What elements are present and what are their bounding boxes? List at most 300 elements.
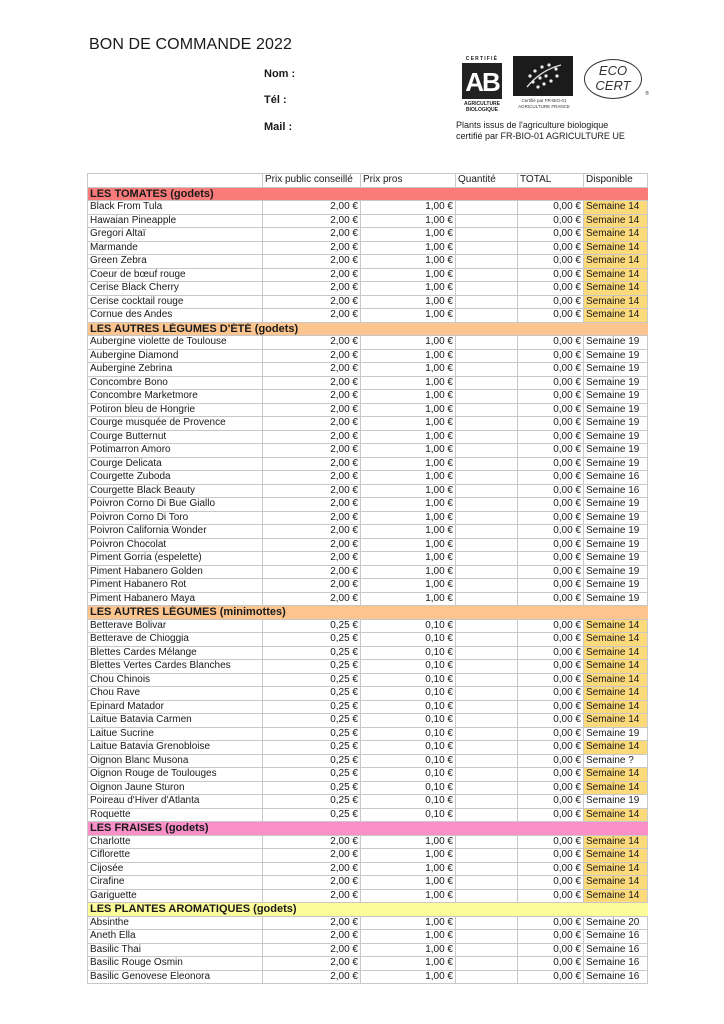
total-cell: 0,00 € [518,511,584,525]
prix-pros-cell: 0,10 € [361,687,456,701]
product-name-cell: Gregori Altaï [88,228,263,242]
quantity-input-cell[interactable] [456,417,518,431]
availability-cell: Semaine 14 [584,633,648,647]
total-cell: 0,00 € [518,943,584,957]
prix-public-cell: 2,00 € [263,538,361,552]
quantity-input-cell[interactable] [456,781,518,795]
prix-public-cell: 2,00 € [263,849,361,863]
total-cell: 0,00 € [518,282,584,296]
table-row [88,363,648,377]
quantity-input-cell[interactable] [456,538,518,552]
table-row [88,390,648,404]
eu-logo-caption-line1: Certifié par FR-BIO-01 [521,98,567,103]
quantity-input-cell[interactable] [456,376,518,390]
table-row [88,268,648,282]
availability-cell: Semaine 14 [584,768,648,782]
prix-public-cell: 2,00 € [263,201,361,215]
availability-cell: Semaine 14 [584,876,648,890]
availability-cell: Semaine 14 [584,282,648,296]
prix-pros-cell: 0,10 € [361,795,456,809]
product-name-cell: Potiron bleu de Hongrie [88,403,263,417]
availability-cell: Semaine 20 [584,916,648,930]
prix-pros-cell: 1,00 € [361,849,456,863]
order-table [87,173,648,984]
prix-pros-cell: 1,00 € [361,592,456,606]
section-title: LES AUTRES LÉGUMES (minimottes) [88,606,648,620]
total-cell: 0,00 € [518,714,584,728]
prix-public-cell: 2,00 € [263,916,361,930]
quantity-input-cell[interactable] [456,592,518,606]
prix-pros-cell: 0,10 € [361,714,456,728]
product-name-cell: Poireau d'Hiver d'Atlanta [88,795,263,809]
product-name-cell: Poivron Chocolat [88,538,263,552]
total-cell: 0,00 € [518,687,584,701]
quantity-input-cell[interactable] [456,228,518,242]
table-row [88,592,648,606]
prix-public-cell: 2,00 € [263,430,361,444]
product-name-cell: Laitue Batavia Carmen [88,714,263,728]
table-row [88,471,648,485]
table-row [88,403,648,417]
quantity-input-cell[interactable] [456,795,518,809]
availability-cell: Semaine 14 [584,201,648,215]
product-name-cell: Courgette Black Beauty [88,484,263,498]
quantity-input-cell[interactable] [456,660,518,674]
total-cell: 0,00 € [518,201,584,215]
availability-cell: Semaine 14 [584,241,648,255]
availability-cell: Semaine 14 [584,214,648,228]
quantity-input-cell[interactable] [456,916,518,930]
table-row [88,700,648,714]
section-title: LES AUTRES LÉGUMES D'ÉTÉ (godets) [88,322,648,336]
quantity-input-cell[interactable] [456,457,518,471]
total-cell: 0,00 € [518,781,584,795]
prix-public-cell: 2,00 € [263,876,361,890]
product-name-cell: Oignon Jaune Sturon [88,781,263,795]
total-cell: 0,00 € [518,876,584,890]
availability-cell: Semaine 19 [584,552,648,566]
quantity-input-cell[interactable] [456,727,518,741]
total-cell: 0,00 € [518,565,584,579]
table-row [88,241,648,255]
nom-label: Nom : [264,68,296,80]
availability-cell: Semaine 19 [584,498,648,512]
prix-pros-cell: 1,00 € [361,538,456,552]
quantity-input-cell[interactable] [456,349,518,363]
quantity-input-cell[interactable] [456,754,518,768]
prix-public-cell: 2,00 € [263,579,361,593]
prix-public-cell: 2,00 € [263,471,361,485]
prix-pros-cell: 1,00 € [361,552,456,566]
prix-pros-cell: 1,00 € [361,862,456,876]
quantity-input-cell[interactable] [456,970,518,984]
prix-pros-cell: 1,00 € [361,835,456,849]
prix-public-cell: 2,00 € [263,957,361,971]
total-cell: 0,00 € [518,835,584,849]
prix-pros-cell: 1,00 € [361,241,456,255]
availability-cell: Semaine 19 [584,565,648,579]
quantity-input-cell[interactable] [456,930,518,944]
quantity-input-cell[interactable] [456,525,518,539]
column-header-product [88,174,263,188]
quantity-input-cell[interactable] [456,309,518,323]
availability-cell: Semaine 19 [584,390,648,404]
total-cell: 0,00 € [518,525,584,539]
prix-public-cell: 2,00 € [263,255,361,269]
quantity-input-cell[interactable] [456,714,518,728]
availability-cell: Semaine 19 [584,363,648,377]
quantity-input-cell[interactable] [456,673,518,687]
prix-pros-cell: 0,10 € [361,754,456,768]
quantity-input-cell[interactable] [456,268,518,282]
table-row [88,309,648,323]
prix-pros-cell: 1,00 € [361,214,456,228]
prix-public-cell: 2,00 € [263,390,361,404]
prix-pros-cell: 1,00 € [361,484,456,498]
product-name-cell: Cerise Black Cherry [88,282,263,296]
prix-public-cell: 2,00 € [263,484,361,498]
quantity-input-cell[interactable] [456,700,518,714]
table-row [88,511,648,525]
table-row [88,484,648,498]
prix-pros-cell: 1,00 € [361,498,456,512]
quantity-input-cell[interactable] [456,511,518,525]
prix-public-cell: 0,25 € [263,619,361,633]
certification-text [456,120,676,142]
prix-public-cell: 2,00 € [263,930,361,944]
product-name-cell: Roquette [88,808,263,822]
table-row [88,781,648,795]
quantity-input-cell[interactable] [456,619,518,633]
mail-label: Mail : [264,121,293,133]
table-row [88,727,648,741]
product-name-cell: Courge Butternut [88,430,263,444]
prix-pros-cell: 1,00 € [361,363,456,377]
availability-cell: Semaine 14 [584,673,648,687]
eu-organic-logo-icon [513,56,575,114]
product-name-cell: Piment Habanero Rot [88,579,263,593]
quantity-input-cell[interactable] [456,579,518,593]
quantity-input-cell[interactable] [456,403,518,417]
availability-cell: Semaine ? [584,754,648,768]
total-cell: 0,00 € [518,444,584,458]
product-name-cell: Hawaian Pineapple [88,214,263,228]
table-row [88,349,648,363]
availability-cell: Semaine 19 [584,457,648,471]
quantity-input-cell[interactable] [456,876,518,890]
section-title: LES FRAISES (godets) [88,822,648,836]
availability-cell: Semaine 19 [584,336,648,350]
availability-cell: Semaine 14 [584,889,648,903]
quantity-input-cell[interactable] [456,943,518,957]
quantity-input-cell[interactable] [456,430,518,444]
total-cell: 0,00 € [518,484,584,498]
quantity-input-cell[interactable] [456,214,518,228]
prix-pros-cell: 0,10 € [361,646,456,660]
table-row [88,714,648,728]
prix-pros-cell: 0,10 € [361,727,456,741]
table-row [88,538,648,552]
availability-cell: Semaine 19 [584,525,648,539]
product-name-cell: Chou Chinois [88,673,263,687]
product-name-cell: Aubergine Zebrina [88,363,263,377]
eu-logo-caption-line2: AGRICULTURE FRANCE [518,104,570,109]
product-name-cell: Courgette Zuboda [88,471,263,485]
total-cell: 0,00 € [518,538,584,552]
total-cell: 0,00 € [518,295,584,309]
product-name-cell: Chou Rave [88,687,263,701]
table-row [88,849,648,863]
total-cell: 0,00 € [518,349,584,363]
quantity-input-cell[interactable] [456,633,518,647]
prix-public-cell: 2,00 € [263,511,361,525]
total-cell: 0,00 € [518,768,584,782]
column-header-total: TOTAL [518,174,584,188]
total-cell: 0,00 € [518,862,584,876]
ab-logo-top-text: CERTIFIÉ [465,56,499,62]
prix-public-cell: 2,00 € [263,525,361,539]
prix-pros-cell: 0,10 € [361,633,456,647]
table-row [88,876,648,890]
total-cell: 0,00 € [518,727,584,741]
product-name-cell: Basilic Genovese Eleonora [88,970,263,984]
total-cell: 0,00 € [518,471,584,485]
product-name-cell: Cijosée [88,862,263,876]
total-cell: 0,00 € [518,214,584,228]
prix-pros-cell: 1,00 € [361,282,456,296]
prix-pros-cell: 1,00 € [361,943,456,957]
quantity-input-cell[interactable] [456,687,518,701]
ecocert-line1: ECO [598,63,628,78]
table-row [88,889,648,903]
prix-public-cell: 2,00 € [263,403,361,417]
ab-logo-bottom-line2: BIOLOGIQUE [466,107,498,113]
quantity-input-cell[interactable] [456,565,518,579]
product-name-cell: Betterave Bolivar [88,619,263,633]
section-header-row [88,903,648,917]
total-cell: 0,00 € [518,795,584,809]
prix-public-cell: 2,00 € [263,444,361,458]
product-name-cell: Courge Delicata [88,457,263,471]
availability-cell: Semaine 14 [584,714,648,728]
ab-logo-bottom-line1: AGRICULTURE [463,101,500,107]
product-name-cell: Concombre Bono [88,376,263,390]
table-row [88,282,648,296]
availability-cell: Semaine 19 [584,444,648,458]
total-cell: 0,00 € [518,363,584,377]
section-title: LES PLANTES AROMATIQUES (godets) [88,903,648,917]
prix-public-cell: 0,25 € [263,727,361,741]
quantity-input-cell[interactable] [456,835,518,849]
table-row [88,795,648,809]
prix-public-cell: 0,25 € [263,700,361,714]
prix-pros-cell: 1,00 € [361,444,456,458]
table-row [88,430,648,444]
prix-pros-cell: 1,00 € [361,268,456,282]
quantity-input-cell[interactable] [456,241,518,255]
prix-public-cell: 0,25 € [263,741,361,755]
total-cell: 0,00 € [518,957,584,971]
total-cell: 0,00 € [518,390,584,404]
product-name-cell: Gariguette [88,889,263,903]
table-row [88,417,648,431]
prix-pros-cell: 1,00 € [361,889,456,903]
certification-text-line1: Plants issus de l'agriculture biologique [456,120,609,130]
availability-cell: Semaine 14 [584,660,648,674]
availability-cell: Semaine 16 [584,957,648,971]
total-cell: 0,00 € [518,228,584,242]
availability-cell: Semaine 19 [584,376,648,390]
quantity-input-cell[interactable] [456,498,518,512]
product-name-cell: Cornue des Andes [88,309,263,323]
availability-cell: Semaine 14 [584,849,648,863]
availability-cell: Semaine 14 [584,309,648,323]
quantity-input-cell[interactable] [456,957,518,971]
prix-public-cell: 0,25 € [263,660,361,674]
prix-public-cell: 0,25 € [263,795,361,809]
table-row [88,214,648,228]
table-row [88,660,648,674]
quantity-input-cell[interactable] [456,295,518,309]
table-row [88,741,648,755]
table-row [88,930,648,944]
table-row [88,646,648,660]
prix-pros-cell: 1,00 € [361,336,456,350]
prix-public-cell: 2,00 € [263,970,361,984]
quantity-input-cell[interactable] [456,741,518,755]
total-cell: 0,00 € [518,930,584,944]
availability-cell: Semaine 19 [584,349,648,363]
product-name-cell: Charlotte [88,835,263,849]
quantity-input-cell[interactable] [456,862,518,876]
prix-public-cell: 0,25 € [263,781,361,795]
prix-pros-cell: 1,00 € [361,349,456,363]
table-row [88,579,648,593]
prix-pros-cell: 0,10 € [361,660,456,674]
prix-public-cell: 2,00 € [263,363,361,377]
prix-pros-cell: 0,10 € [361,619,456,633]
total-cell: 0,00 € [518,916,584,930]
total-cell: 0,00 € [518,403,584,417]
availability-cell: Semaine 14 [584,862,648,876]
prix-pros-cell: 1,00 € [361,876,456,890]
prix-pros-cell: 1,00 € [361,565,456,579]
prix-pros-cell: 0,10 € [361,808,456,822]
prix-public-cell: 2,00 € [263,282,361,296]
product-name-cell: Blettes Vertes Cardes Blanches [88,660,263,674]
quantity-input-cell[interactable] [456,849,518,863]
product-name-cell: Green Zebra [88,255,263,269]
table-row [88,687,648,701]
total-cell: 0,00 € [518,255,584,269]
column-header-prix-public: Prix public conseillé [263,174,361,188]
availability-cell: Semaine 14 [584,255,648,269]
total-cell: 0,00 € [518,430,584,444]
prix-pros-cell: 1,00 € [361,295,456,309]
table-row [88,835,648,849]
quantity-input-cell[interactable] [456,363,518,377]
quantity-input-cell[interactable] [456,889,518,903]
table-row [88,754,648,768]
product-name-cell: Piment Habanero Maya [88,592,263,606]
prix-pros-cell: 1,00 € [361,403,456,417]
quantity-input-cell[interactable] [456,255,518,269]
table-row [88,565,648,579]
availability-cell: Semaine 14 [584,781,648,795]
prix-public-cell: 2,00 € [263,565,361,579]
column-header-quantite: Quantité [456,174,518,188]
quantity-input-cell[interactable] [456,444,518,458]
quantity-input-cell[interactable] [456,808,518,822]
prix-pros-cell: 1,00 € [361,201,456,215]
table-row [88,916,648,930]
quantity-input-cell[interactable] [456,768,518,782]
total-cell: 0,00 € [518,336,584,350]
total-cell: 0,00 € [518,646,584,660]
table-row [88,336,648,350]
prix-public-cell: 0,25 € [263,633,361,647]
availability-cell: Semaine 14 [584,835,648,849]
total-cell: 0,00 € [518,808,584,822]
table-row [88,943,648,957]
availability-cell: Semaine 19 [584,579,648,593]
product-name-cell: Aubergine violette de Toulouse [88,336,263,350]
prix-pros-cell: 1,00 € [361,471,456,485]
product-name-cell: Potimarron Amoro [88,444,263,458]
table-row [88,295,648,309]
prix-public-cell: 0,25 € [263,808,361,822]
quantity-input-cell[interactable] [456,201,518,215]
quantity-input-cell[interactable] [456,282,518,296]
product-name-cell: Ciflorette [88,849,263,863]
prix-public-cell: 2,00 € [263,592,361,606]
ecocert-line2: CERT [595,78,631,93]
total-cell: 0,00 € [518,417,584,431]
total-cell: 0,00 € [518,700,584,714]
quantity-input-cell[interactable] [456,471,518,485]
prix-public-cell: 0,25 € [263,754,361,768]
availability-cell: Semaine 14 [584,619,648,633]
eu-logo-caption [513,98,575,110]
quantity-input-cell[interactable] [456,390,518,404]
prix-pros-cell: 0,10 € [361,768,456,782]
product-name-cell: Cerise cocktail rouge [88,295,263,309]
table-row [88,376,648,390]
product-name-cell: Courge musquée de Provence [88,417,263,431]
availability-cell: Semaine 16 [584,970,648,984]
total-cell: 0,00 € [518,754,584,768]
product-name-cell: Blettes Cardes Mélange [88,646,263,660]
availability-cell: Semaine 14 [584,741,648,755]
certification-logos [456,56,656,122]
quantity-input-cell[interactable] [456,552,518,566]
table-row [88,255,648,269]
product-name-cell: Laitue Sucrine [88,727,263,741]
quantity-input-cell[interactable] [456,646,518,660]
prix-public-cell: 0,25 € [263,714,361,728]
quantity-input-cell[interactable] [456,336,518,350]
prix-public-cell: 2,00 € [263,498,361,512]
total-cell: 0,00 € [518,673,584,687]
prix-public-cell: 2,00 € [263,295,361,309]
prix-public-cell: 2,00 € [263,336,361,350]
quantity-input-cell[interactable] [456,484,518,498]
prix-pros-cell: 1,00 € [361,309,456,323]
availability-cell: Semaine 19 [584,403,648,417]
page-title: BON DE COMMANDE 2022 [89,36,292,53]
prix-public-cell: 2,00 € [263,417,361,431]
prix-pros-cell: 0,10 € [361,741,456,755]
